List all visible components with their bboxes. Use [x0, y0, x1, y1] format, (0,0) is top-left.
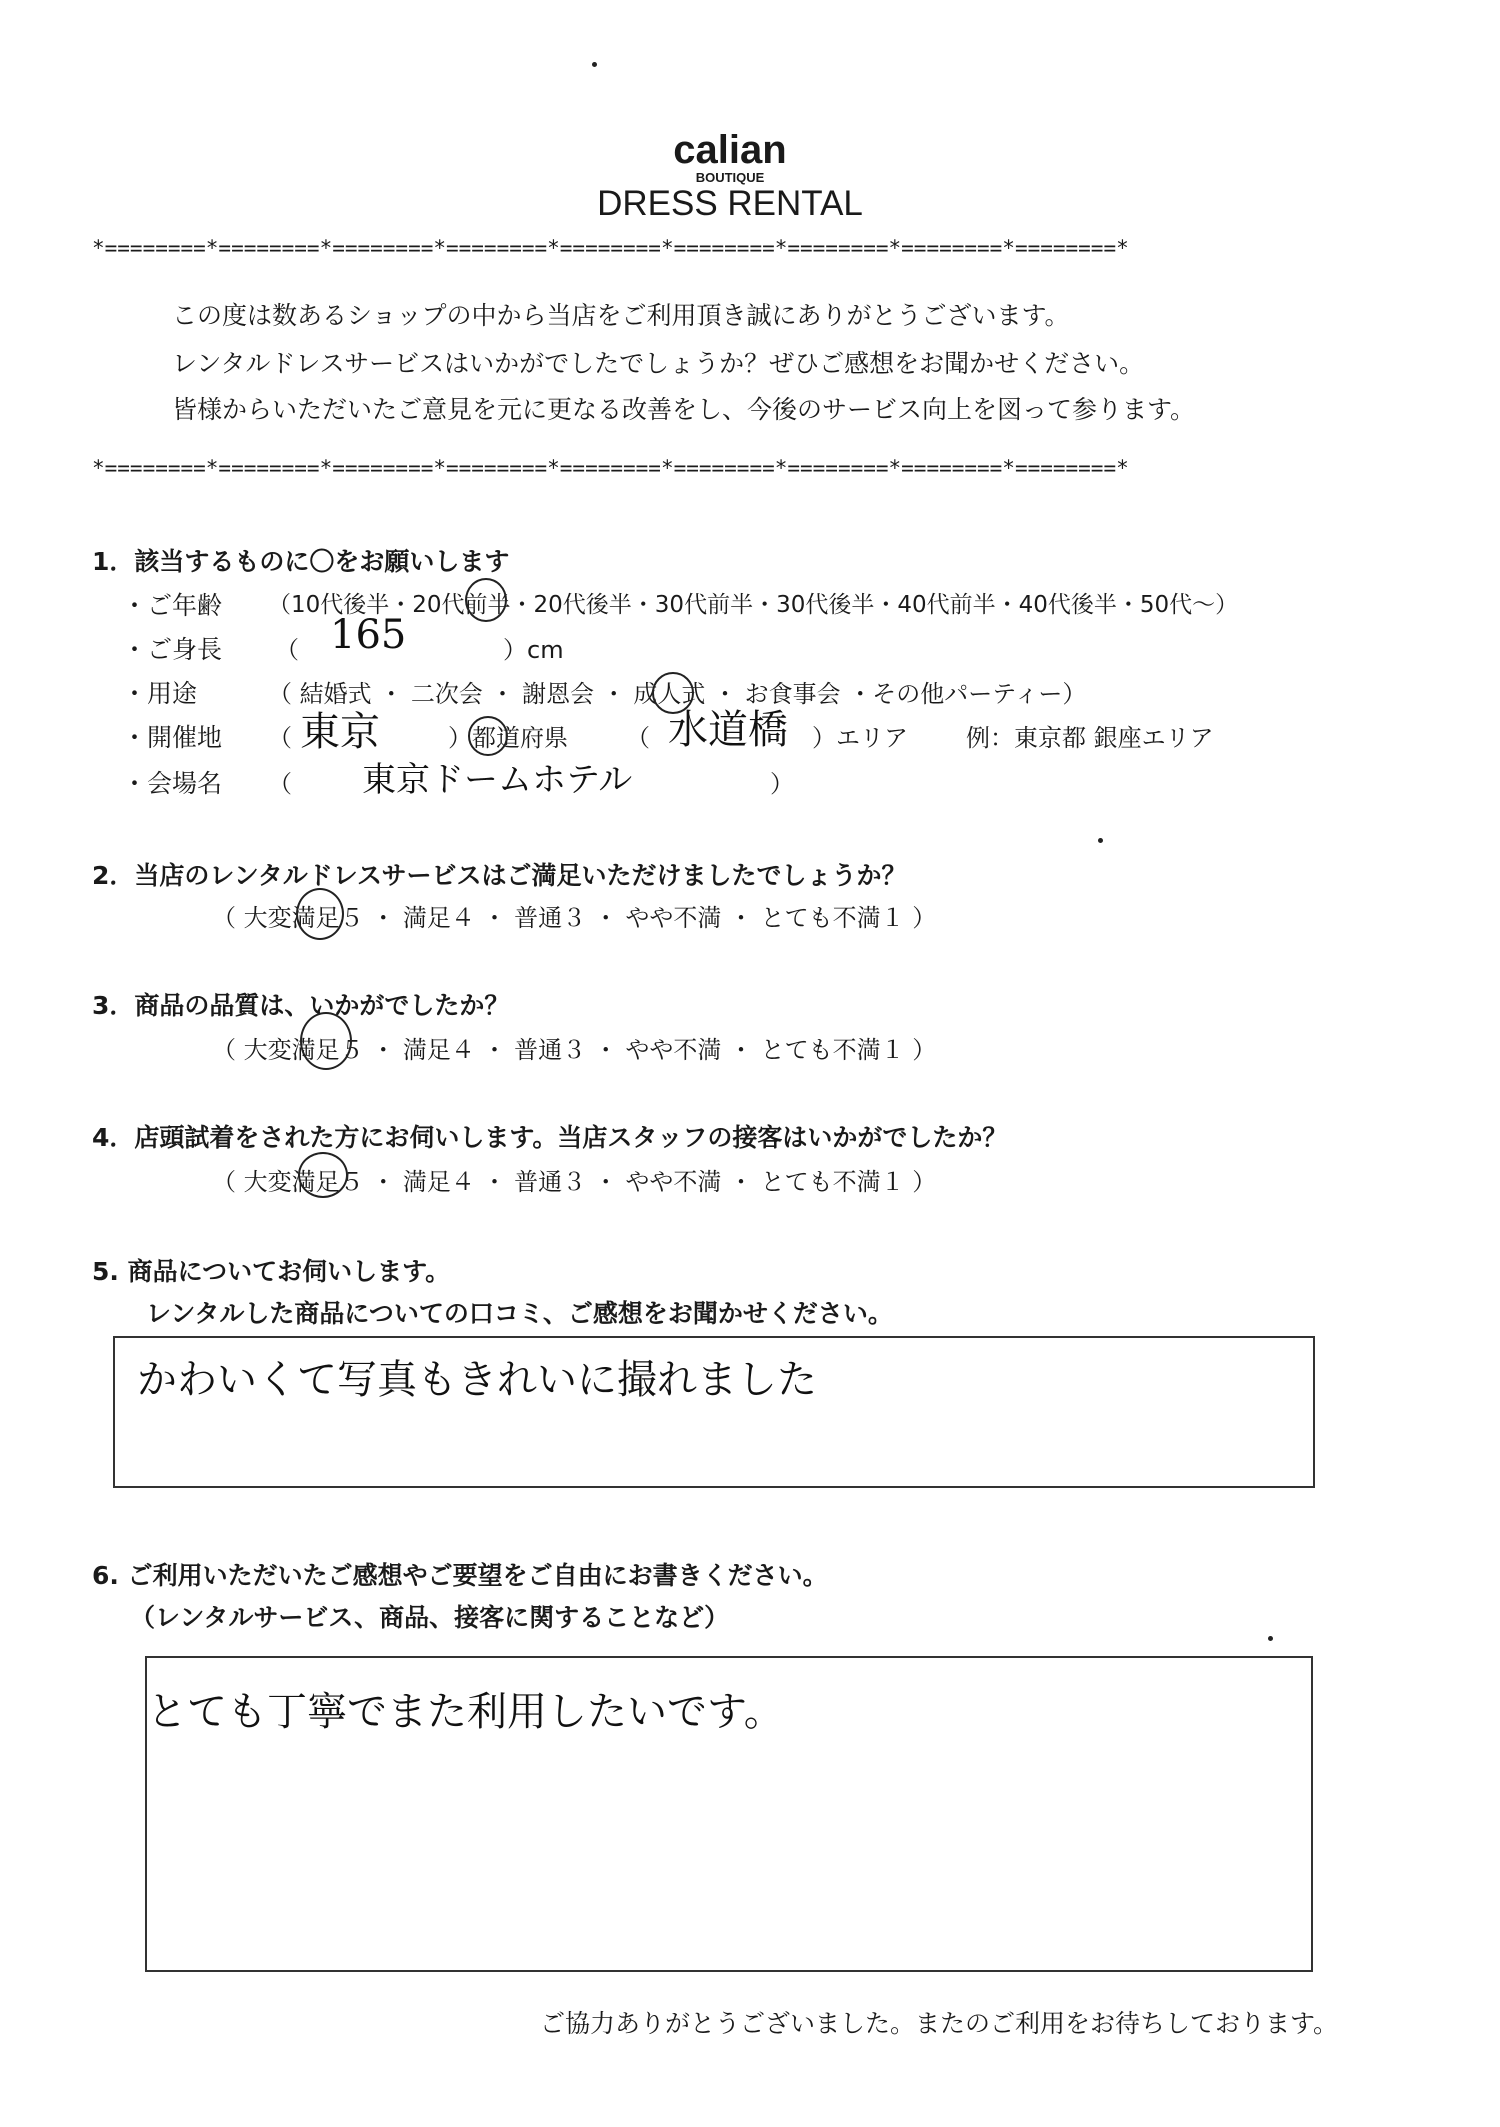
q6-answer-text: とても丁寧でまた利用したいです。: [147, 1689, 784, 1735]
q4-rating-options: （ 大変満足５ ・ 満足４ ・ 普通３ ・ やや不満 ・ とても不満１ ）: [212, 1168, 937, 1196]
height-label: ・ご身長: [122, 635, 223, 664]
q3-circle-mark: [300, 1012, 352, 1070]
speck: [592, 62, 597, 67]
q6-title: 6. ご利用いただいたご感想やご要望をご自由にお書きください。: [92, 1561, 828, 1590]
venue-area-open-paren: （: [626, 724, 650, 752]
intro-line-2: レンタルドレスサービスはいかがでしたでしょうか？ぜひご感想をお聞かせください。: [172, 349, 1145, 378]
intro-line-3: 皆様からいただいたご意見を元に更なる改善をし、今後のサービス向上を図って参ります。: [172, 395, 1196, 424]
purpose-label: ・用途: [122, 679, 198, 708]
brand-subtitle: BOUTIQUE: [695, 170, 765, 185]
q2-rating-options: （ 大変満足５ ・ 満足４ ・ 普通３ ・ やや不満 ・ とても不満１ ）: [212, 904, 937, 932]
speck: [1098, 838, 1103, 843]
height-value: 165: [330, 612, 407, 658]
age-circle-mark: [465, 578, 507, 622]
footer-thanks: ご協力ありがとうございました。またのご利用をお待ちしております。: [540, 2009, 1339, 2038]
q1-title: 1．該当するものに〇をお願いします: [92, 547, 510, 576]
intro-line-1: この度は数あるショップの中から当店をご利用頂き誠にありがとうございます。: [172, 301, 1070, 330]
q4-circle-mark: [298, 1152, 348, 1198]
venue-open-paren: （: [268, 724, 292, 752]
hall-value: 東京ドームホテル: [362, 760, 633, 800]
height-unit: ）cm: [503, 636, 564, 664]
brand-logo: calian: [673, 128, 787, 172]
q6-subtitle: （レンタルサービス、商品、接客に関することなど）: [130, 1603, 730, 1632]
q3-rating-options: （ 大変満足５ ・ 満足４ ・ 普通３ ・ やや不満 ・ とても不満１ ）: [212, 1036, 937, 1064]
q6-answer-box[interactable]: [145, 1656, 1313, 1972]
q2-title: 2．当店のレンタルドレスサービスはご満足いただけましたでしょうか？: [92, 861, 907, 890]
hall-open-paren: （: [268, 770, 292, 798]
page-title: DRESS RENTAL: [597, 184, 863, 223]
age-options: （10代後半・20代前半・20代後半・30代前半・30代後半・40代前半・40代後半・50代～）: [268, 592, 1239, 618]
venue-circle-mark: [468, 716, 508, 756]
height-open-paren: （: [275, 636, 299, 664]
venue-pref-value: 東京: [300, 709, 380, 755]
q2-circle-mark: [296, 888, 344, 940]
venue-example: 例：東京都 銀座エリア: [966, 724, 1214, 752]
q5-answer-text: かわいくて写真もきれいに撮れました: [137, 1357, 817, 1403]
q5-title: 5. 商品についてお伺いします。: [92, 1257, 451, 1286]
separator-top: *========*========*========*========*========*========*========*========*========*: [92, 236, 1129, 260]
q3-title: 3．商品の品質は、いかがでしたか？: [92, 991, 510, 1020]
q5-subtitle: レンタルした商品についての口コミ、ご感想をお聞かせください。: [146, 1299, 893, 1328]
purpose-options: （ 結婚式 ・ 二次会 ・ 謝恩会 ・ 成人式 ・ お食事会 ・その他パーティー）: [268, 680, 1087, 708]
venue-area-value: 水道橋: [668, 707, 788, 753]
q5-answer-box[interactable]: [113, 1336, 1315, 1488]
venue-area-suffix: ）エリア: [812, 724, 908, 752]
venue-label: ・開催地: [122, 723, 223, 752]
venue-pref-suffix: ）都道府県: [448, 724, 568, 752]
hall-label: ・会場名: [122, 769, 223, 798]
hall-close-paren: ）: [770, 770, 794, 798]
q4-title: 4．店頭試着をされた方にお伺いします。当店スタッフの接客はいかがでしたか？: [92, 1123, 1008, 1152]
age-label: ・ご年齢: [122, 591, 223, 620]
speck: [1268, 1636, 1273, 1641]
separator-bottom: *========*========*========*========*========*========*========*========*========*: [92, 456, 1129, 480]
